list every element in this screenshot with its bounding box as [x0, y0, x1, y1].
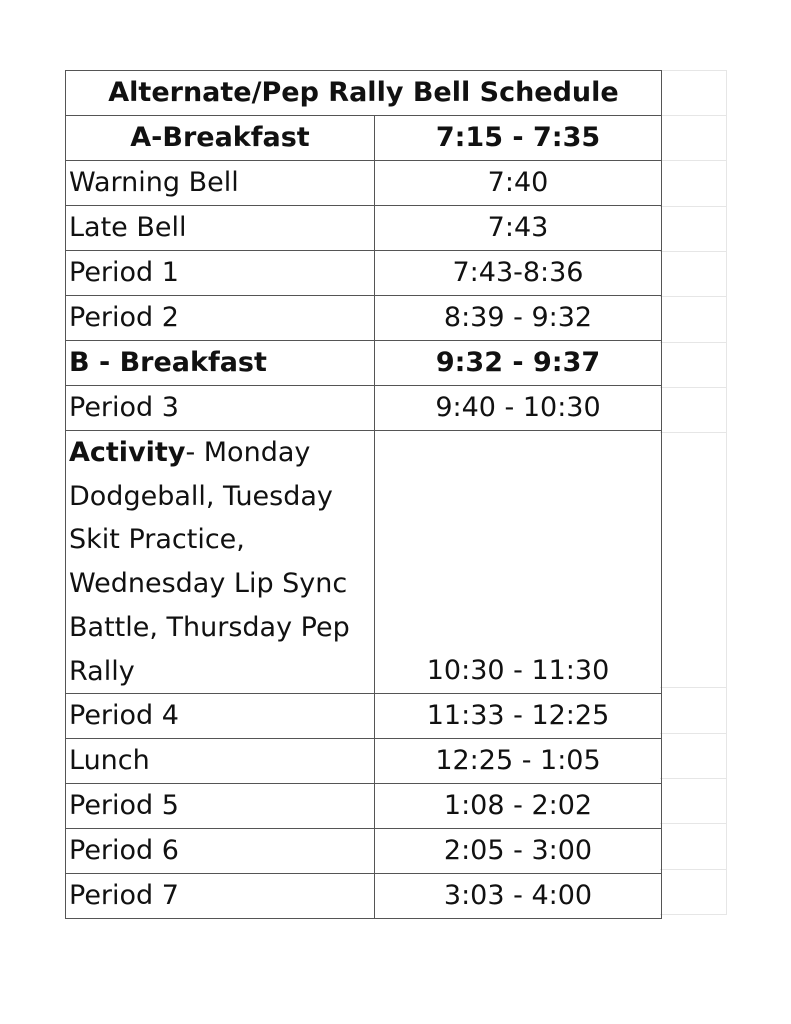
row-time: 9:40 - 10:30 [375, 386, 662, 431]
row-time: 12:25 - 1:05 [375, 739, 662, 784]
bell-schedule-table [65, 70, 662, 919]
row-label: Period 4 [66, 694, 375, 739]
table-row [66, 739, 662, 784]
table-row [66, 161, 662, 206]
row-label: Lunch [66, 739, 375, 784]
row-time: 11:33 - 12:25 [375, 694, 662, 739]
table-row [66, 341, 662, 386]
row-time: 2:05 - 3:00 [375, 829, 662, 874]
table-row [66, 694, 662, 739]
row-time: 9:32 - 9:37 [375, 341, 662, 386]
row-time: 7:40 [375, 161, 662, 206]
schedule-title: Alternate/Pep Rally Bell Schedule [66, 71, 662, 116]
gridline [660, 296, 727, 297]
row-time: 1:08 - 2:02 [375, 784, 662, 829]
gridline [660, 432, 727, 433]
activity-description: - Monday Dodgeball, Tuesday Skit Practice, Wednesday Lip Sync Battle, Thursday Pep Rally [69, 437, 350, 687]
activity-label: Activity [69, 437, 186, 468]
table-row [66, 784, 662, 829]
table-row [66, 251, 662, 296]
gridline [660, 778, 727, 779]
table-row [66, 206, 662, 251]
row-label: Warning Bell [66, 161, 375, 206]
row-label: Period 5 [66, 784, 375, 829]
gridline [660, 687, 727, 688]
table-row [66, 874, 662, 919]
gridline [660, 823, 727, 824]
activity-time: 10:30 - 11:30 [375, 431, 662, 694]
gridline [726, 70, 727, 915]
row-label: Late Bell [66, 206, 375, 251]
gridline [660, 733, 727, 734]
activity-row [66, 431, 662, 694]
row-label: Period 2 [66, 296, 375, 341]
table-row [66, 116, 662, 161]
table-row [66, 829, 662, 874]
row-label: A-Breakfast [66, 116, 375, 161]
activity-cell [66, 431, 375, 694]
gridline [660, 70, 727, 71]
gridline [660, 160, 727, 161]
gridline [660, 342, 727, 343]
row-time: 3:03 - 4:00 [375, 874, 662, 919]
gridline [660, 206, 727, 207]
row-time: 7:43 [375, 206, 662, 251]
row-label: Period 1 [66, 251, 375, 296]
title-row [66, 71, 662, 116]
gridline [660, 251, 727, 252]
row-time: 7:15 - 7:35 [375, 116, 662, 161]
gridline [660, 387, 727, 388]
row-label: Period 7 [66, 874, 375, 919]
table-row [66, 296, 662, 341]
gridline [660, 115, 727, 116]
row-label: Period 3 [66, 386, 375, 431]
table-row [66, 386, 662, 431]
row-time: 8:39 - 9:32 [375, 296, 662, 341]
activity-text [69, 431, 371, 693]
gridline [660, 869, 727, 870]
spreadsheet-gridlines [660, 70, 727, 915]
row-label: B - Breakfast [66, 341, 375, 386]
row-label: Period 6 [66, 829, 375, 874]
row-time: 7:43-8:36 [375, 251, 662, 296]
gridline [660, 914, 727, 915]
